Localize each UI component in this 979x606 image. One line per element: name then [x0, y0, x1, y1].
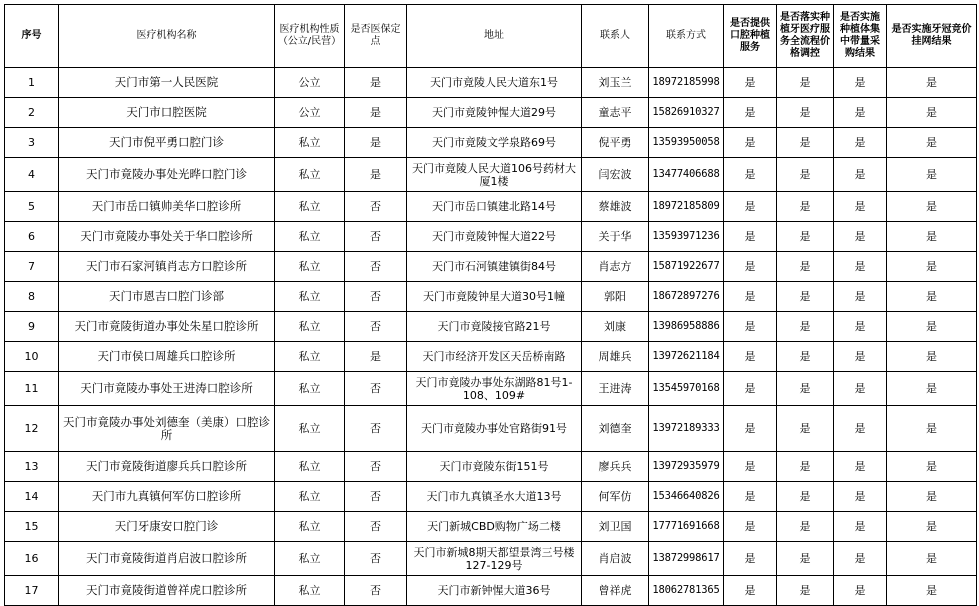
cell-seq: 8: [5, 282, 59, 312]
cell-contact: 何军仿: [582, 482, 649, 512]
cell-pricing: 是: [777, 98, 834, 128]
cell-phone: 18672897276: [649, 282, 724, 312]
cell-pricing: 是: [777, 406, 834, 452]
cell-implant: 是: [724, 68, 777, 98]
cell-implant: 是: [724, 222, 777, 252]
cell-insurance: 否: [345, 512, 407, 542]
cell-procurement: 是: [834, 98, 887, 128]
cell-crown: 是: [887, 482, 977, 512]
cell-procurement: 是: [834, 252, 887, 282]
cell-implant: 是: [724, 406, 777, 452]
cell-crown: 是: [887, 252, 977, 282]
cell-name: 天门市岳口镇帅美华口腔诊所: [59, 192, 275, 222]
cell-crown: 是: [887, 372, 977, 406]
cell-seq: 12: [5, 406, 59, 452]
cell-crown: 是: [887, 312, 977, 342]
header-address: 地址: [407, 5, 582, 68]
cell-address: 天门市岳口镇建北路14号: [407, 192, 582, 222]
cell-insurance: 是: [345, 98, 407, 128]
cell-phone: 18062781365: [649, 576, 724, 606]
cell-nature: 公立: [275, 68, 345, 98]
cell-implant: 是: [724, 192, 777, 222]
cell-phone: 13593971236: [649, 222, 724, 252]
header-phone: 联系方式: [649, 5, 724, 68]
cell-procurement: 是: [834, 128, 887, 158]
cell-pricing: 是: [777, 192, 834, 222]
cell-seq: 15: [5, 512, 59, 542]
header-row: [5, 5, 977, 68]
cell-insurance: 否: [345, 542, 407, 576]
cell-implant: 是: [724, 512, 777, 542]
cell-seq: 16: [5, 542, 59, 576]
cell-insurance: 否: [345, 192, 407, 222]
cell-nature: 私立: [275, 372, 345, 406]
cell-contact: 肖志方: [582, 252, 649, 282]
cell-pricing: 是: [777, 68, 834, 98]
cell-seq: 2: [5, 98, 59, 128]
cell-pricing: 是: [777, 158, 834, 192]
cell-insurance: 否: [345, 576, 407, 606]
cell-name: 天门牙康安口腔门诊: [59, 512, 275, 542]
cell-phone: 15346640826: [649, 482, 724, 512]
cell-contact: 周雄兵: [582, 342, 649, 372]
table-row: [5, 282, 977, 312]
cell-address: 天门市竟陵办事处东湖路81号1-108、109#: [407, 372, 582, 406]
cell-implant: 是: [724, 452, 777, 482]
header-seq: 序号: [5, 5, 59, 68]
cell-implant: 是: [724, 342, 777, 372]
cell-nature: 私立: [275, 128, 345, 158]
table-row: [5, 452, 977, 482]
table-row: [5, 406, 977, 452]
table-row: [5, 222, 977, 252]
cell-phone: 13477406688: [649, 158, 724, 192]
cell-crown: 是: [887, 68, 977, 98]
cell-name: 天门市竟陵街道曾祥虎口腔诊所: [59, 576, 275, 606]
header-name: 医疗机构名称: [59, 5, 275, 68]
cell-name: 天门市倪平勇口腔门诊: [59, 128, 275, 158]
cell-address: 天门市竟陵钟惺大道22号: [407, 222, 582, 252]
cell-procurement: 是: [834, 452, 887, 482]
cell-address: 天门市竟陵人民大道106号药材大厦1楼: [407, 158, 582, 192]
cell-name: 天门市竟陵办事处刘德奎（美康）口腔诊所: [59, 406, 275, 452]
cell-nature: 私立: [275, 342, 345, 372]
cell-seq: 3: [5, 128, 59, 158]
cell-implant: 是: [724, 282, 777, 312]
cell-contact: 王进涛: [582, 372, 649, 406]
cell-procurement: 是: [834, 372, 887, 406]
cell-crown: 是: [887, 158, 977, 192]
cell-insurance: 否: [345, 452, 407, 482]
cell-address: 天门市竟陵人民大道东1号: [407, 68, 582, 98]
cell-pricing: 是: [777, 282, 834, 312]
cell-address: 天门新城CBD购物广场二楼: [407, 512, 582, 542]
cell-phone: 13972189333: [649, 406, 724, 452]
cell-contact: 童志平: [582, 98, 649, 128]
cell-name: 天门市竟陵办事处光晔口腔门诊: [59, 158, 275, 192]
table-body: [5, 68, 977, 606]
cell-name: 天门市口腔医院: [59, 98, 275, 128]
cell-nature: 私立: [275, 312, 345, 342]
cell-phone: 13972935979: [649, 452, 724, 482]
cell-crown: 是: [887, 192, 977, 222]
cell-nature: 私立: [275, 192, 345, 222]
cell-nature: 私立: [275, 252, 345, 282]
cell-name: 天门市恩吉口腔门诊部: [59, 282, 275, 312]
table-row: [5, 252, 977, 282]
cell-address: 天门市九真镇圣水大道13号: [407, 482, 582, 512]
cell-pricing: 是: [777, 372, 834, 406]
cell-address: 天门市竟陵接官路21号: [407, 312, 582, 342]
cell-pricing: 是: [777, 222, 834, 252]
table-row: [5, 158, 977, 192]
cell-name: 天门市竟陵街道办事处朱星口腔诊所: [59, 312, 275, 342]
cell-insurance: 否: [345, 222, 407, 252]
cell-implant: 是: [724, 482, 777, 512]
cell-seq: 11: [5, 372, 59, 406]
cell-implant: 是: [724, 542, 777, 576]
cell-crown: 是: [887, 128, 977, 158]
cell-implant: 是: [724, 98, 777, 128]
cell-address: 天门市新钟惺大道36号: [407, 576, 582, 606]
cell-contact: 蔡雄波: [582, 192, 649, 222]
cell-name: 天门市石家河镇肖志方口腔诊所: [59, 252, 275, 282]
cell-seq: 17: [5, 576, 59, 606]
cell-contact: 刘玉兰: [582, 68, 649, 98]
cell-implant: 是: [724, 158, 777, 192]
cell-pricing: 是: [777, 342, 834, 372]
cell-phone: 17771691668: [649, 512, 724, 542]
cell-phone: 15826910327: [649, 98, 724, 128]
cell-seq: 4: [5, 158, 59, 192]
cell-crown: 是: [887, 222, 977, 252]
table-row: [5, 482, 977, 512]
cell-nature: 私立: [275, 576, 345, 606]
cell-name: 天门市第一人民医院: [59, 68, 275, 98]
table-row: [5, 312, 977, 342]
cell-crown: 是: [887, 542, 977, 576]
table-row: [5, 68, 977, 98]
cell-address: 天门市竟陵钟惺大道29号: [407, 98, 582, 128]
cell-procurement: 是: [834, 282, 887, 312]
cell-pricing: 是: [777, 576, 834, 606]
cell-contact: 刘卫国: [582, 512, 649, 542]
cell-insurance: 是: [345, 128, 407, 158]
cell-name: 天门市竟陵办事处关于华口腔诊所: [59, 222, 275, 252]
cell-procurement: 是: [834, 312, 887, 342]
table-row: [5, 128, 977, 158]
cell-nature: 私立: [275, 542, 345, 576]
cell-name: 天门市竟陵办事处王进涛口腔诊所: [59, 372, 275, 406]
cell-procurement: 是: [834, 342, 887, 372]
cell-seq: 6: [5, 222, 59, 252]
cell-address: 天门市石河镇建镇街84号: [407, 252, 582, 282]
cell-contact: 闫宏波: [582, 158, 649, 192]
cell-address: 天门市竟陵文学泉路69号: [407, 128, 582, 158]
header-procurement: 是否实施种植体集中带量采购结果: [834, 5, 887, 68]
cell-phone: 13972621184: [649, 342, 724, 372]
cell-implant: 是: [724, 576, 777, 606]
cell-pricing: 是: [777, 542, 834, 576]
cell-seq: 14: [5, 482, 59, 512]
cell-insurance: 否: [345, 482, 407, 512]
cell-crown: 是: [887, 98, 977, 128]
cell-contact: 曾祥虎: [582, 576, 649, 606]
cell-implant: 是: [724, 128, 777, 158]
cell-pricing: 是: [777, 128, 834, 158]
cell-contact: 刘德奎: [582, 406, 649, 452]
header-contact: 联系人: [582, 5, 649, 68]
cell-phone: 13986958886: [649, 312, 724, 342]
cell-contact: 倪平勇: [582, 128, 649, 158]
cell-insurance: 否: [345, 372, 407, 406]
clinic-table-container: [4, 4, 977, 606]
cell-pricing: 是: [777, 452, 834, 482]
cell-insurance: 否: [345, 252, 407, 282]
cell-procurement: 是: [834, 512, 887, 542]
cell-implant: 是: [724, 372, 777, 406]
cell-procurement: 是: [834, 192, 887, 222]
cell-crown: 是: [887, 282, 977, 312]
cell-nature: 私立: [275, 512, 345, 542]
header-pricing: 是否落实种植牙医疗服务全流程价格调控: [777, 5, 834, 68]
table-row: [5, 512, 977, 542]
cell-address: 天门市竟陵钟星大道30号1幢: [407, 282, 582, 312]
cell-seq: 7: [5, 252, 59, 282]
table-row: [5, 372, 977, 406]
cell-address: 天门市竟陵东街151号: [407, 452, 582, 482]
cell-pricing: 是: [777, 512, 834, 542]
table-row: [5, 98, 977, 128]
cell-contact: 刘康: [582, 312, 649, 342]
cell-insurance: 否: [345, 406, 407, 452]
cell-phone: 18972185998: [649, 68, 724, 98]
table-row: [5, 192, 977, 222]
cell-address: 天门市新城8期天都望景湾三号楼127-129号: [407, 542, 582, 576]
cell-seq: 9: [5, 312, 59, 342]
cell-procurement: 是: [834, 542, 887, 576]
cell-implant: 是: [724, 252, 777, 282]
cell-phone: 13593950058: [649, 128, 724, 158]
table-row: [5, 576, 977, 606]
cell-phone: 13545970168: [649, 372, 724, 406]
table-row: [5, 542, 977, 576]
cell-address: 天门市竟陵办事处官路街91号: [407, 406, 582, 452]
cell-nature: 私立: [275, 406, 345, 452]
cell-nature: 私立: [275, 282, 345, 312]
cell-insurance: 是: [345, 342, 407, 372]
cell-name: 天门市竟陵街道肖启波口腔诊所: [59, 542, 275, 576]
cell-nature: 私立: [275, 452, 345, 482]
cell-contact: 廖兵兵: [582, 452, 649, 482]
cell-crown: 是: [887, 342, 977, 372]
cell-procurement: 是: [834, 482, 887, 512]
cell-pricing: 是: [777, 482, 834, 512]
cell-seq: 13: [5, 452, 59, 482]
header-crown: 是否实施牙冠竞价挂网结果: [887, 5, 977, 68]
cell-nature: 公立: [275, 98, 345, 128]
cell-procurement: 是: [834, 222, 887, 252]
cell-contact: 肖启波: [582, 542, 649, 576]
cell-contact: 郭阳: [582, 282, 649, 312]
cell-contact: 关于华: [582, 222, 649, 252]
cell-procurement: 是: [834, 406, 887, 452]
cell-crown: 是: [887, 406, 977, 452]
cell-pricing: 是: [777, 252, 834, 282]
cell-phone: 15871922677: [649, 252, 724, 282]
clinic-table: [4, 4, 977, 606]
cell-phone: 18972185809: [649, 192, 724, 222]
header-implant: 是否提供口腔种植服务: [724, 5, 777, 68]
cell-seq: 10: [5, 342, 59, 372]
cell-name: 天门市侯口周雄兵口腔诊所: [59, 342, 275, 372]
header-insurance: 是否医保定点: [345, 5, 407, 68]
cell-name: 天门市竟陵街道廖兵兵口腔诊所: [59, 452, 275, 482]
cell-nature: 私立: [275, 158, 345, 192]
cell-seq: 1: [5, 68, 59, 98]
cell-phone: 13872998617: [649, 542, 724, 576]
cell-nature: 私立: [275, 482, 345, 512]
cell-insurance: 是: [345, 158, 407, 192]
cell-insurance: 否: [345, 282, 407, 312]
cell-procurement: 是: [834, 158, 887, 192]
cell-insurance: 否: [345, 312, 407, 342]
cell-crown: 是: [887, 512, 977, 542]
cell-procurement: 是: [834, 68, 887, 98]
cell-procurement: 是: [834, 576, 887, 606]
cell-address: 天门市经济开发区天岳桥南路: [407, 342, 582, 372]
cell-implant: 是: [724, 312, 777, 342]
cell-nature: 私立: [275, 222, 345, 252]
cell-crown: 是: [887, 452, 977, 482]
cell-crown: 是: [887, 576, 977, 606]
cell-insurance: 是: [345, 68, 407, 98]
cell-name: 天门市九真镇何军仿口腔诊所: [59, 482, 275, 512]
header-nature: 医疗机构性质（公立/民营）: [275, 5, 345, 68]
cell-pricing: 是: [777, 312, 834, 342]
cell-seq: 5: [5, 192, 59, 222]
table-row: [5, 342, 977, 372]
